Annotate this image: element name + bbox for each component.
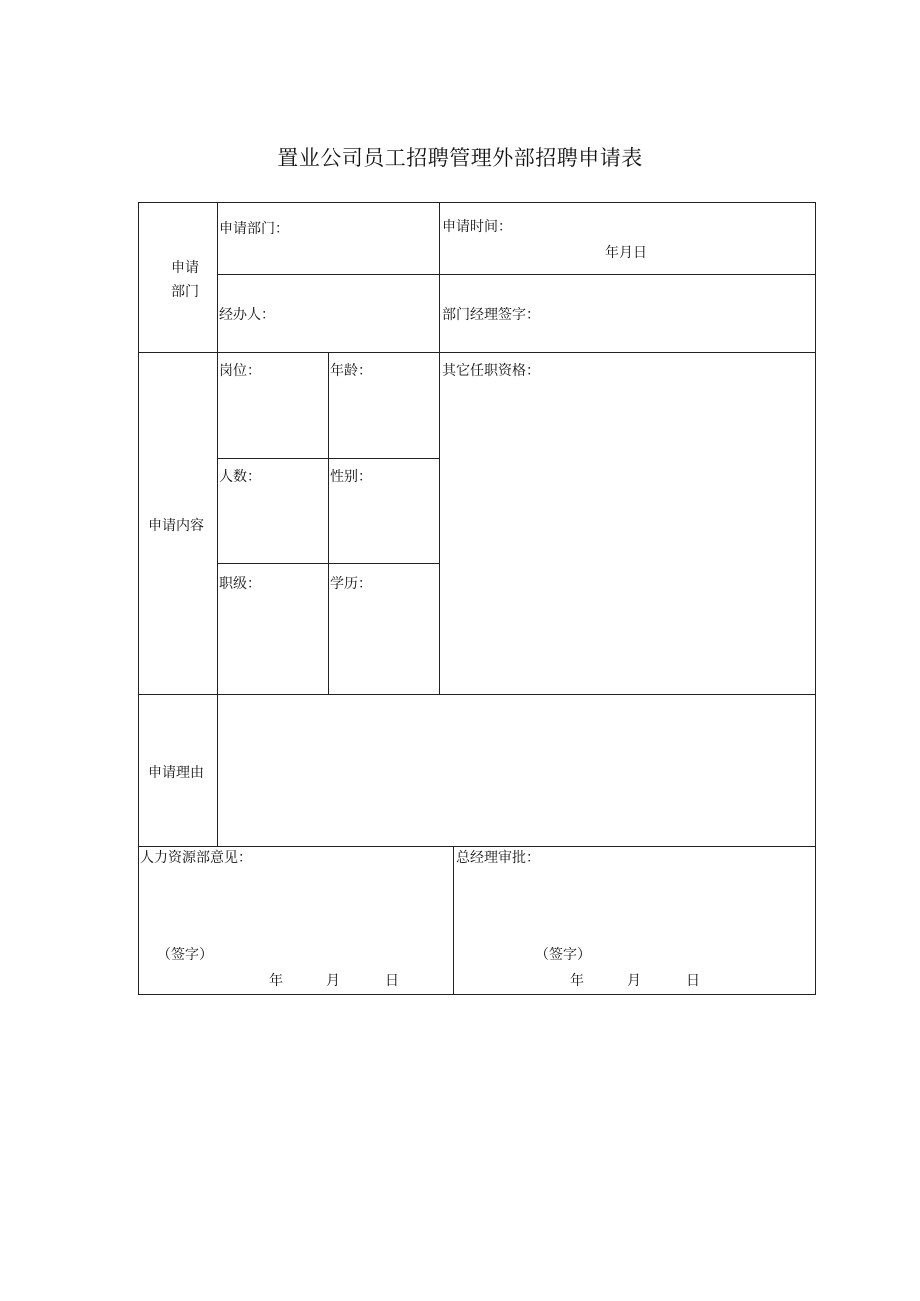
time-field-label: 申请时间： <box>442 219 512 235</box>
gm-date-year: 年 <box>570 973 584 989</box>
divider <box>138 694 816 695</box>
hr-date-month: 月 <box>326 973 340 989</box>
section-label-dept-line2: 部门 <box>171 284 199 300</box>
divider <box>138 352 816 353</box>
education-field-label: 学历： <box>330 576 372 592</box>
section-label-content: 申请内容 <box>148 518 204 534</box>
table-border-right <box>815 202 816 995</box>
hr-date-day: 日 <box>385 973 399 989</box>
table-border-top <box>138 202 816 203</box>
hr-signature-label: （签字） <box>157 947 213 963</box>
section-label-reason: 申请理由 <box>148 765 204 781</box>
gender-field-label: 性别： <box>330 469 372 485</box>
other-qualifications-label: 其它任职资格： <box>442 363 540 379</box>
hr-opinion-label: 人力资源部意见： <box>140 850 252 866</box>
date-placeholder: 年月日 <box>605 245 647 261</box>
count-field-label: 人数： <box>219 469 261 485</box>
divider <box>453 846 454 994</box>
divider <box>328 352 329 694</box>
divider <box>217 274 816 275</box>
divider <box>439 202 440 694</box>
table-border-bottom <box>138 994 816 995</box>
dept-field-label: 申请部门： <box>219 221 289 237</box>
section-label-dept-line1: 申请 <box>171 260 199 276</box>
gm-date-day: 日 <box>686 973 700 989</box>
gm-signature-label: （签字） <box>535 947 591 963</box>
table-border-left <box>138 202 139 995</box>
post-field-label: 岗位： <box>219 363 261 379</box>
divider <box>138 846 816 847</box>
divider <box>217 202 218 846</box>
gm-approval-label: 总经理审批： <box>456 850 540 866</box>
age-field-label: 年龄： <box>330 363 372 379</box>
level-field-label: 职级： <box>219 576 261 592</box>
gm-date-month: 月 <box>627 973 641 989</box>
page-title: 置业公司员工招聘管理外部招聘申请表 <box>277 146 643 170</box>
hr-date-year: 年 <box>269 973 283 989</box>
handler-field-label: 经办人： <box>219 307 275 323</box>
manager-sign-label: 部门经理签字： <box>442 307 540 323</box>
